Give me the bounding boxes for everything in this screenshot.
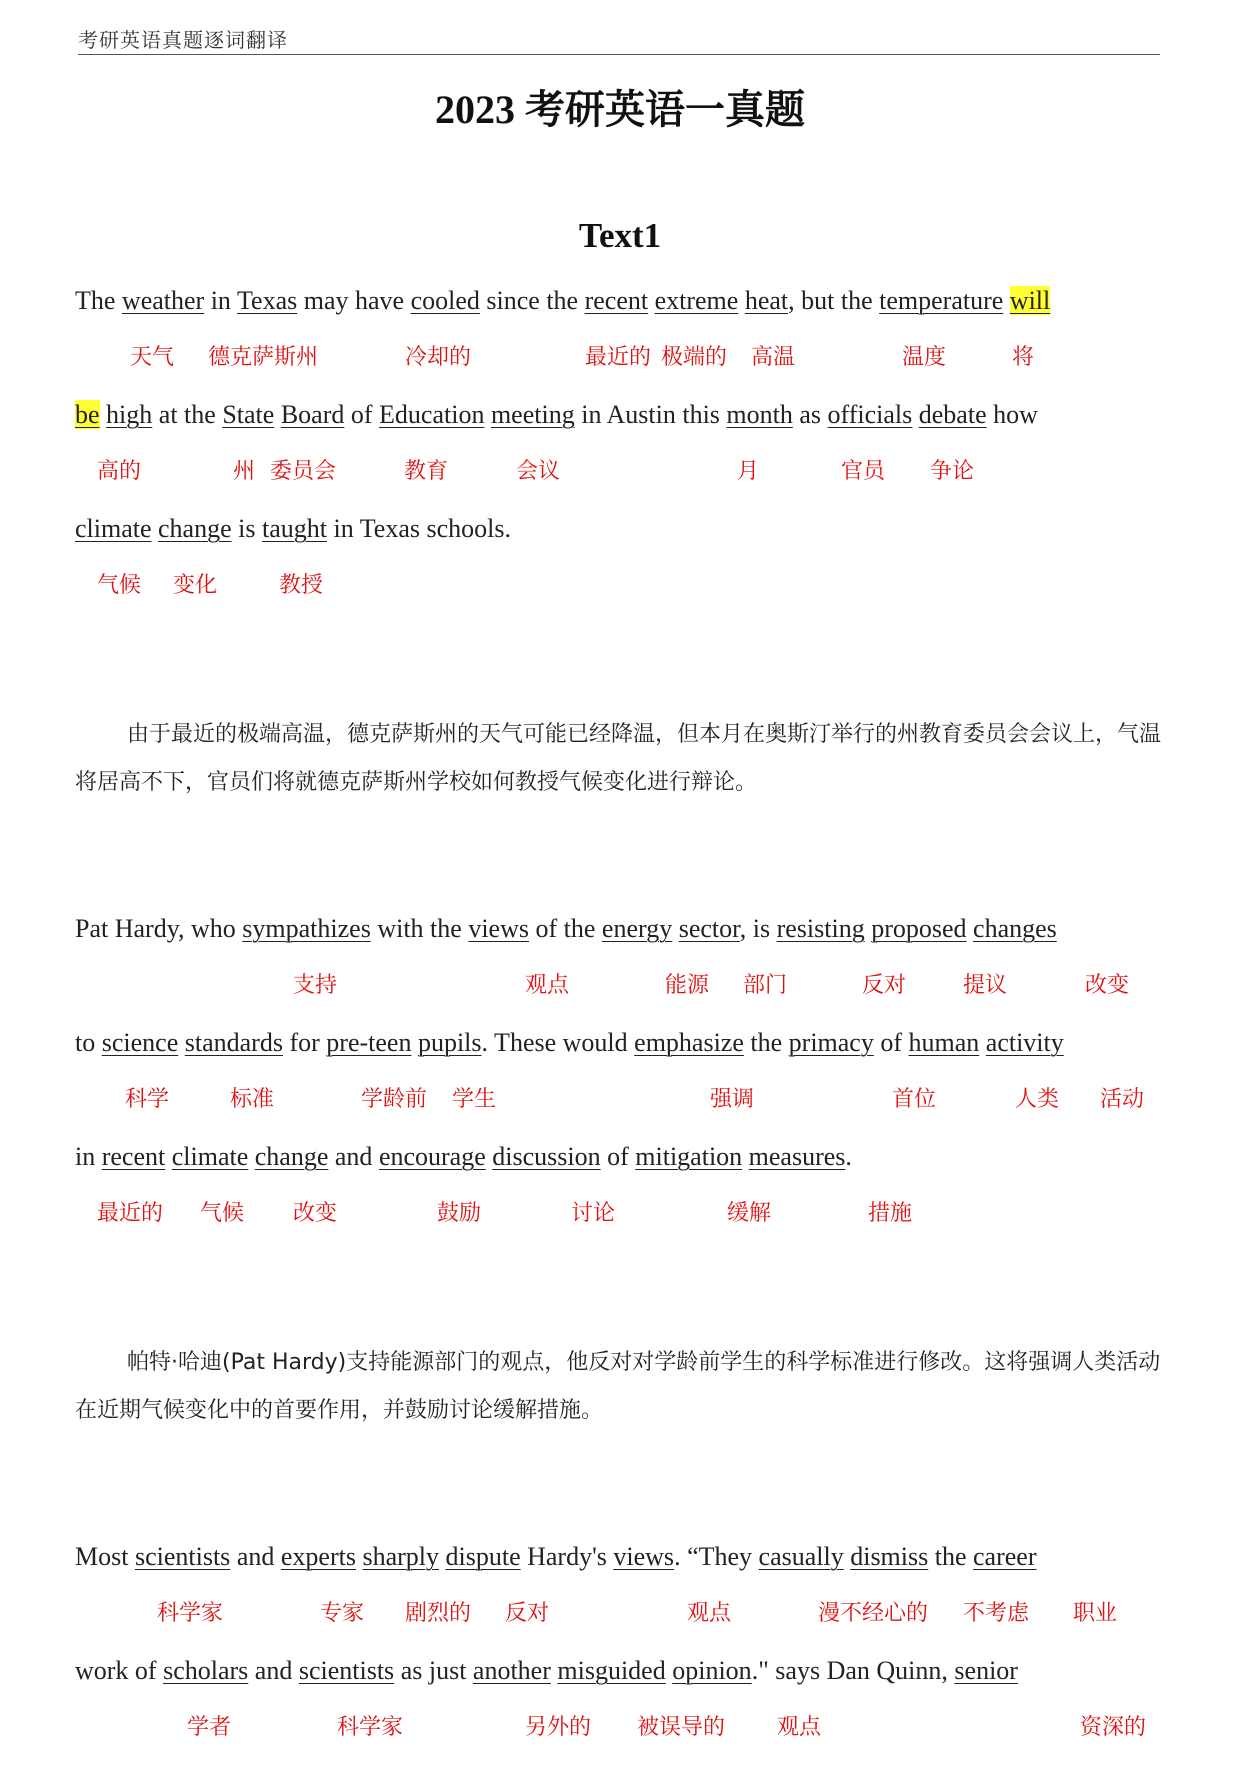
vocab-word: dispute	[445, 1542, 521, 1571]
vocab-word: activity	[985, 1028, 1064, 1057]
gloss-word: 教育	[404, 459, 449, 484]
vocab-word: proposed	[871, 914, 967, 943]
gloss-word: 气候	[97, 573, 142, 598]
vocab-word: dismiss	[850, 1542, 929, 1571]
gloss-word: 提议	[963, 973, 1008, 998]
gloss-word: 最近的	[585, 345, 652, 370]
paragraph-3	[75, 1540, 1165, 1768]
translation-line	[75, 1060, 1165, 1140]
vocab-word: primacy	[788, 1028, 874, 1057]
gloss-word: 强调	[710, 1087, 755, 1112]
vocab-word: views	[613, 1542, 675, 1571]
vocab-word: opinion	[672, 1656, 752, 1685]
highlighted-word: will	[1009, 286, 1051, 315]
translation-line	[75, 1574, 1165, 1654]
english-line: be high at the State Board of Education meeting in Austin this month as officials debate how	[75, 400, 1038, 429]
gloss-word: 学者	[187, 1715, 232, 1740]
vocab-word: Education	[379, 400, 485, 429]
gloss-word: 观点	[777, 1715, 822, 1740]
highlighted-word: be	[75, 400, 100, 429]
vocab-word: misguided	[557, 1656, 666, 1685]
vocab-word: standards	[184, 1028, 283, 1057]
vocab-word: experts	[280, 1542, 356, 1571]
vocab-word: heat	[744, 286, 789, 315]
english-line: The weather in Texas may have cooled since the recent extreme heat, but the temperature will	[75, 286, 1051, 315]
translation-line	[75, 1688, 1165, 1768]
gloss-word: 将	[1012, 345, 1035, 370]
vocab-word: resisting	[776, 914, 865, 943]
vocab-word: views	[468, 914, 529, 943]
vocab-word: human	[908, 1028, 980, 1057]
vocab-word: officials	[827, 400, 913, 429]
english-line: climate change is taught in Texas schools.	[75, 514, 512, 543]
document-body	[75, 284, 1165, 1768]
section-title: Text1	[578, 216, 662, 255]
gloss-word: 观点	[525, 973, 570, 998]
vocab-word: mitigation	[635, 1142, 743, 1171]
gloss-word: 变化	[173, 573, 218, 598]
gloss-word: 首位	[892, 1087, 937, 1112]
gloss-word: 科学家	[157, 1601, 224, 1626]
vocab-word: change	[254, 1142, 329, 1171]
gloss-word: 被误导的	[637, 1715, 726, 1740]
gloss-word: 气候	[200, 1201, 245, 1226]
gloss-word: 缓解	[727, 1201, 772, 1226]
gloss-word: 反对	[862, 973, 907, 998]
gloss-word: 改变	[293, 1201, 338, 1226]
chinese-translation: 帕特·哈迪(Pat Hardy)支持能源部门的观点，他反对对学龄前学生的科学标准进行修改。这将强调人类活动在近期气候变化中的首要作用，并鼓励讨论缓解措施。	[75, 1350, 1161, 1423]
gloss-word: 职业	[1073, 1601, 1118, 1626]
vocab-word: weather	[121, 286, 205, 315]
vocab-word: Texas	[236, 286, 298, 315]
translation-line	[75, 432, 1165, 512]
vocab-word: recent	[584, 286, 649, 315]
gloss-word: 能源	[665, 973, 710, 998]
translation-line	[75, 946, 1165, 1026]
vocab-word: cooled	[410, 286, 480, 315]
vocab-word: meeting	[490, 400, 575, 429]
gloss-word: 漫不经心的	[818, 1601, 929, 1626]
page-title: 2023 考研英语一真题	[435, 87, 805, 132]
gloss-word: 天气	[130, 345, 175, 370]
gloss-word: 学龄前	[361, 1087, 428, 1112]
gloss-word: 月	[737, 459, 760, 484]
translation-line	[75, 318, 1165, 398]
vocab-word: casually	[758, 1542, 844, 1571]
vocab-word: senior	[954, 1656, 1018, 1685]
vocab-word: scientists	[134, 1542, 231, 1571]
vocab-word: high	[106, 400, 153, 429]
gloss-word: 争论	[930, 459, 975, 484]
gloss-word: 德克萨斯州	[208, 345, 319, 370]
vocab-word: sympathizes	[242, 914, 371, 943]
english-line: to science standards for pre-teen pupils. These would emphasize the primacy of human activity	[75, 1028, 1064, 1057]
vocab-word: another	[472, 1656, 551, 1685]
vocab-word: climate	[75, 514, 152, 543]
gloss-word: 专家	[320, 1601, 365, 1626]
gloss-word: 学生	[452, 1087, 497, 1112]
vocab-word: science	[101, 1028, 179, 1057]
english-line: in recent climate change and encourage discussion of mitigation measures.	[75, 1142, 852, 1171]
gloss-word: 科学家	[337, 1715, 404, 1740]
chinese-translation: 由于最近的极端高温，德克萨斯州的天气可能已经降温，但本月在奥斯汀举行的州教育委员会会议上，气温将居高不下，官员们将就德克萨斯州学校如何教授气候变化进行辩论。	[75, 722, 1162, 795]
paragraph-2	[75, 912, 1165, 1254]
vocab-word: energy	[601, 914, 673, 943]
page-header: 考研英语真题逐词翻译	[78, 24, 1160, 55]
vocab-word: pre-teen	[326, 1028, 412, 1057]
gloss-word: 措施	[868, 1201, 913, 1226]
vocab-word: emphasize	[634, 1028, 744, 1057]
vocab-word: climate	[171, 1142, 249, 1171]
vocab-word: scholars	[163, 1656, 249, 1685]
gloss-word: 剧烈的	[405, 1601, 472, 1626]
gloss-word: 另外的	[525, 1715, 592, 1740]
gloss-word: 讨论	[571, 1201, 616, 1226]
vocab-word: encourage	[378, 1142, 486, 1171]
vocab-word: career	[973, 1542, 1037, 1571]
vocab-word: change	[158, 514, 232, 543]
vocab-word: discussion	[492, 1142, 601, 1171]
gloss-word: 极端的	[661, 345, 728, 370]
gloss-word: 部门	[743, 973, 788, 998]
gloss-word: 会议	[516, 459, 561, 484]
paragraph-1	[75, 284, 1165, 626]
english-line: Pat Hardy, who sympathizes with the views of the energy sector, is resisting proposed changes	[75, 914, 1057, 943]
vocab-word: sector	[678, 914, 740, 943]
vocab-word: State	[222, 400, 275, 429]
gloss-word: 反对	[505, 1601, 550, 1626]
gloss-word: 观点	[687, 1601, 732, 1626]
vocab-word: taught	[261, 514, 327, 543]
gloss-word: 冷却的	[405, 345, 472, 370]
gloss-word: 教授	[279, 573, 324, 598]
vocab-word: recent	[101, 1142, 166, 1171]
vocab-word: scientists	[298, 1656, 395, 1685]
vocab-word: Board	[280, 400, 345, 429]
gloss-word: 鼓励	[437, 1201, 482, 1226]
vocab-word: debate	[918, 400, 987, 429]
gloss-word: 州	[233, 459, 256, 484]
vocab-word: extreme	[654, 286, 739, 315]
gloss-word: 官员	[841, 459, 886, 484]
gloss-word: 人类	[1015, 1087, 1060, 1112]
gloss-word: 不考虑	[963, 1601, 1030, 1626]
gloss-word: 温度	[902, 345, 947, 370]
vocab-word: month	[726, 400, 793, 429]
gloss-word: 最近的	[97, 1201, 164, 1226]
vocab-word: changes	[973, 914, 1057, 943]
vocab-word: temperature	[879, 286, 1004, 315]
gloss-word: 资深的	[1080, 1715, 1147, 1740]
vocab-word: sharply	[362, 1542, 439, 1571]
vocab-word: pupils	[417, 1028, 482, 1057]
gloss-word: 科学	[125, 1087, 170, 1112]
gloss-word: 改变	[1085, 973, 1130, 998]
gloss-word: 标准	[230, 1087, 275, 1112]
gloss-word: 高的	[97, 459, 142, 484]
gloss-word: 活动	[1100, 1087, 1145, 1112]
gloss-word: 委员会	[270, 459, 337, 484]
gloss-word: 高温	[751, 345, 796, 370]
english-line: Most scientists and experts sharply dispute Hardy's views. “They casually dismiss the career	[75, 1542, 1037, 1571]
vocab-word: measures	[748, 1142, 846, 1171]
translation-line	[75, 1174, 1165, 1254]
english-line: work of scholars and scientists as just another misguided opinion." says Dan Quinn, senior	[75, 1656, 1018, 1685]
gloss-word: 支持	[293, 973, 338, 998]
translation-line	[75, 546, 1165, 626]
